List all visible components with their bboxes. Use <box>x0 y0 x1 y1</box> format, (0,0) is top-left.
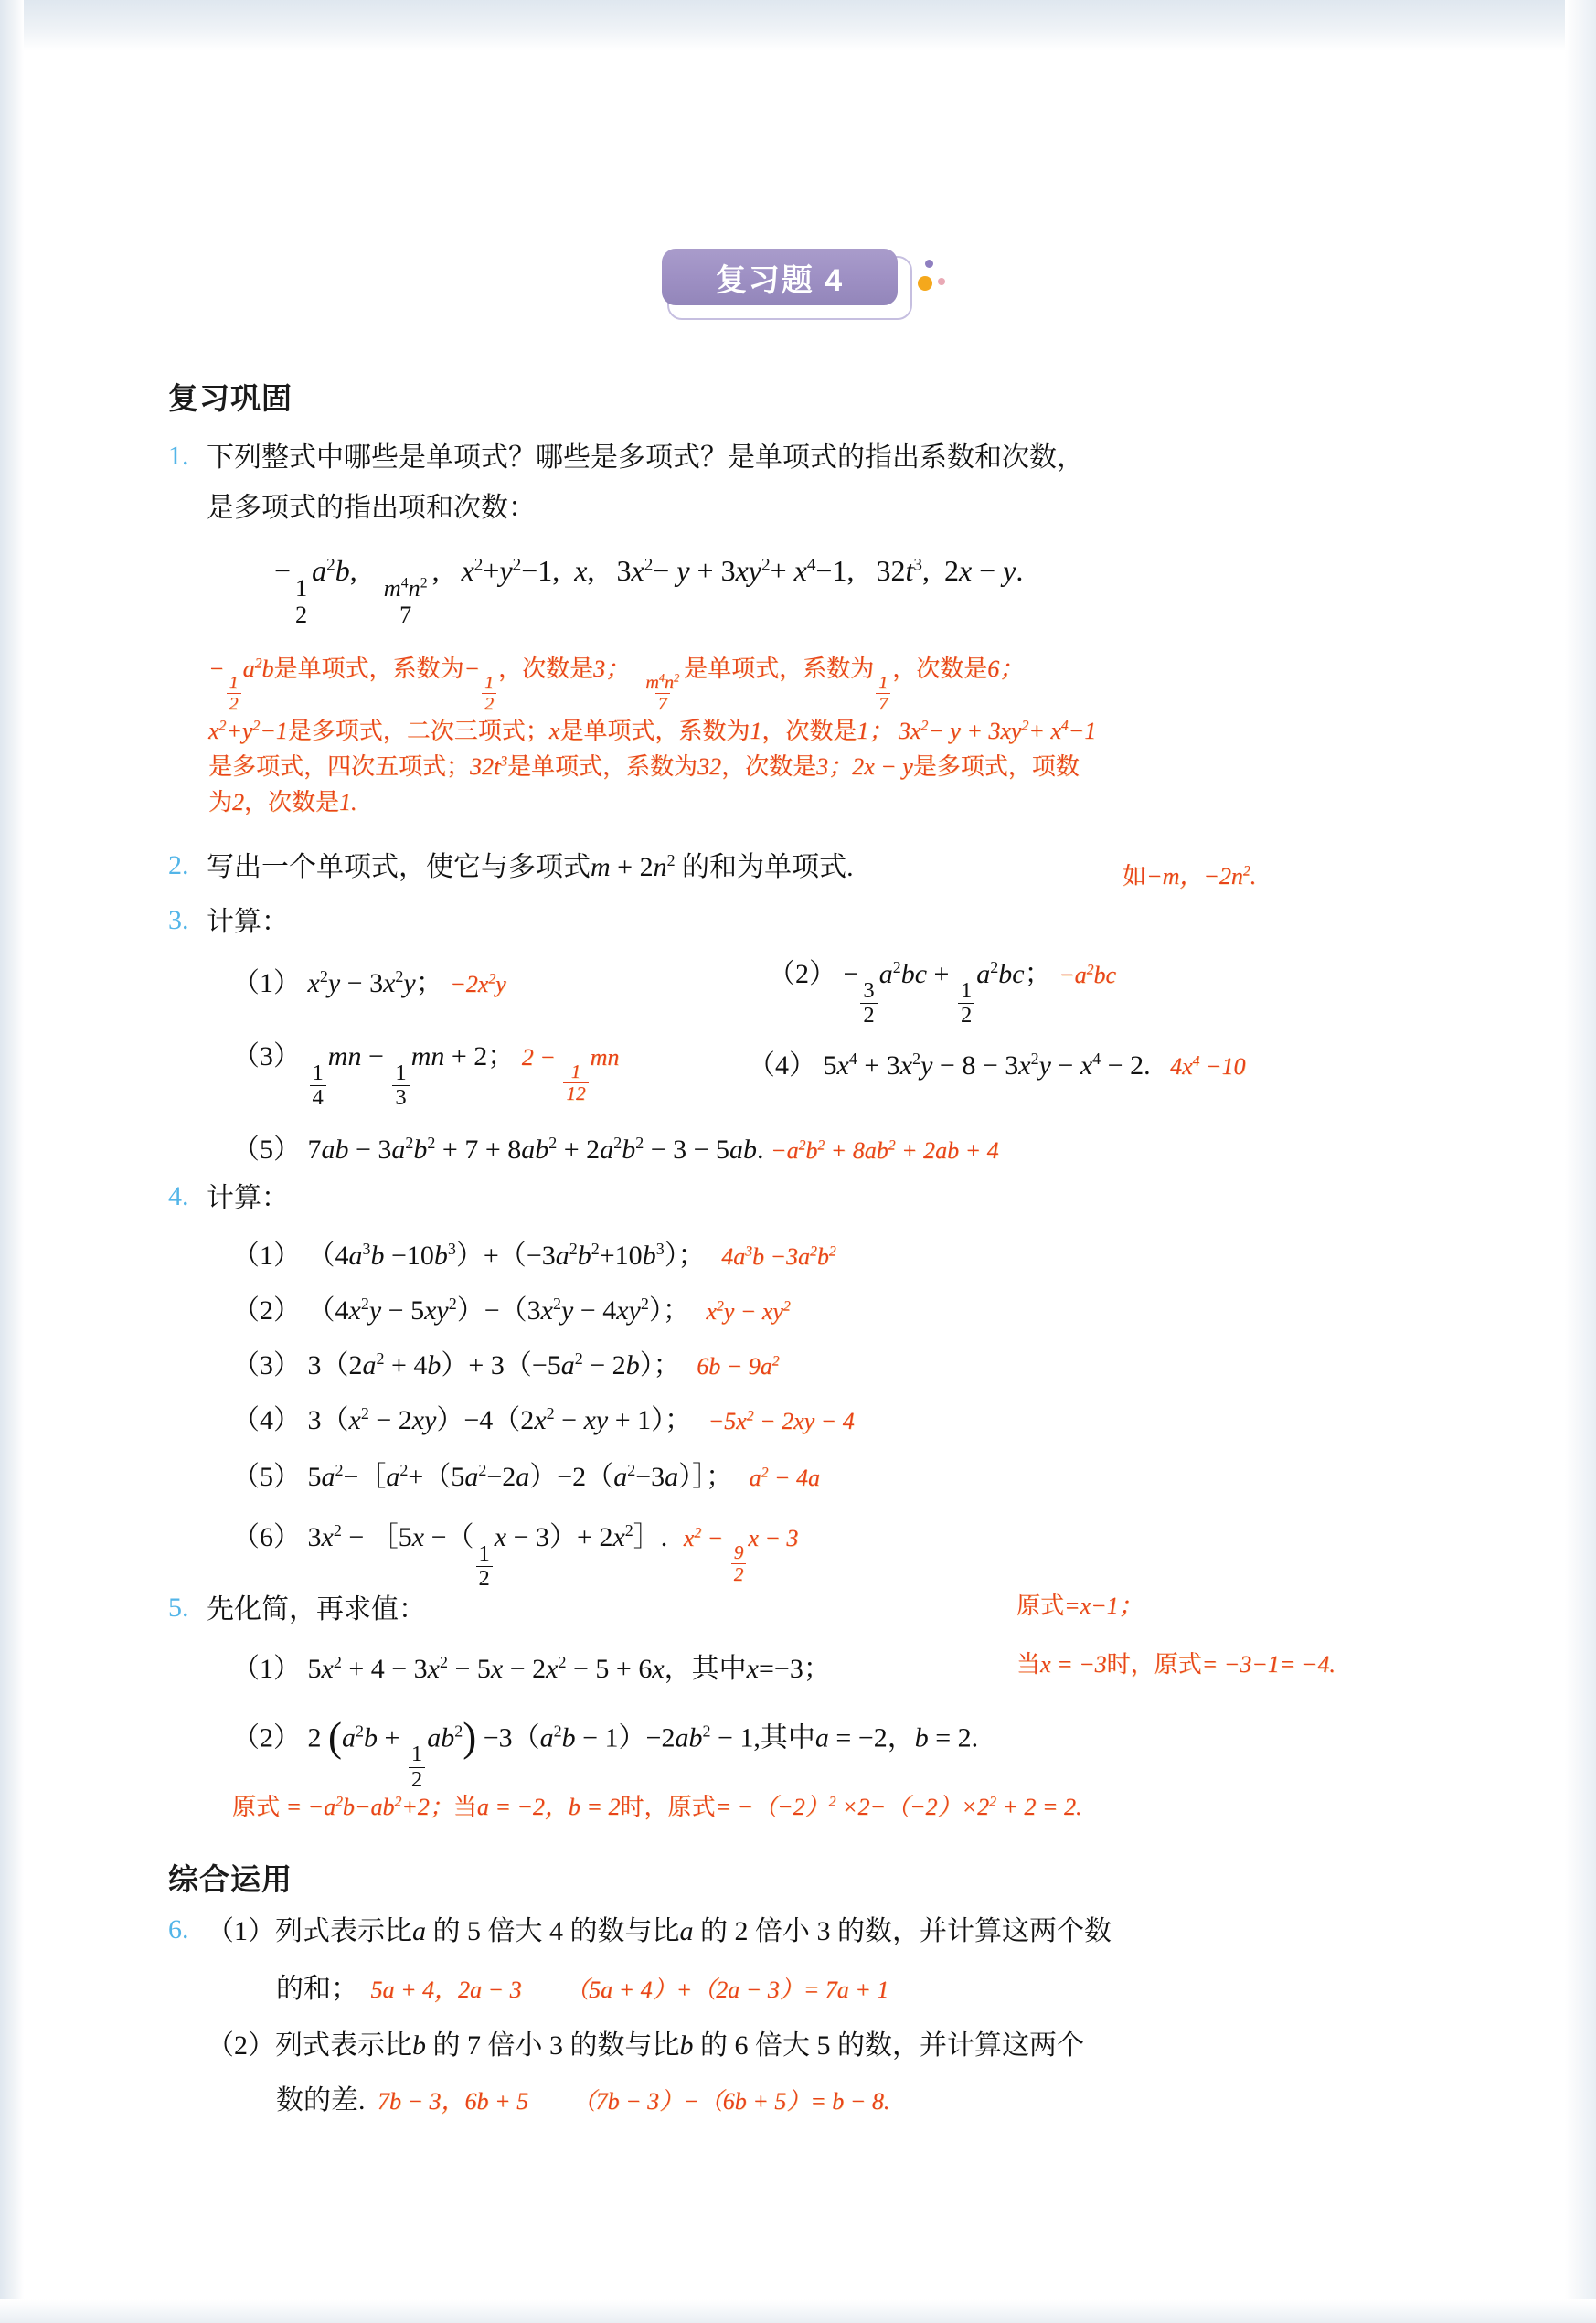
problem-number-4: 4. <box>168 1181 189 1211</box>
problem-4-item-6-label: （6） <box>232 1522 301 1552</box>
problem-3-item-4: （4） $5x^4 + 3x^2y - 8 - 3x^2y - x^4 - 2$. $4x^4 -10$ <box>748 1050 1246 1081</box>
problem-1-answer-line-3: 是多项式，四次五项式；$32t^3$是单项式，系数为32，次数是3；2x − y是多项式，项数 <box>208 752 1080 781</box>
problem-1-answer-line-1: − $\frac{1}{2}$ $a^2b$是单项式，系数为− $\frac{1}{2}$ ，次数是3； $\frac{m^4n^2}{7}$ 是单项式，系数为 $\frac{1}{7}$ ，次数是6； <box>208 655 1024 715</box>
problem-5-item-1: （1） $5x^2 + 4 - 3x^2 - 5x - 2x^2 - 5 + 6x$，其中x=−3； <box>232 1653 831 1684</box>
problem-5-item-1-label: （1） <box>232 1654 301 1684</box>
decorative-dot-pink-icon <box>938 278 945 285</box>
problem-4-item-1-label: （1） <box>232 1241 301 1271</box>
problem-1-answer-line-4: 为2，次数是1. <box>208 788 357 816</box>
problem-4-text: 计算： <box>207 1183 289 1213</box>
problem-3-item-2-answer: $-a^2bc$ <box>1059 962 1116 988</box>
problem-6-item-1-label: （1） <box>207 1916 275 1946</box>
problem-3-item-2: （2） − $\frac{3}{2}$ $a^2bc$ + $\frac{1}{2}$ $a^2bc$； $-a^2bc$ <box>768 958 1116 1028</box>
problem-2-answer: 如−m，$-2n^2$. <box>1123 862 1257 890</box>
decorative-dot-purple-icon <box>925 260 933 268</box>
problem-number-5: 5. <box>168 1593 189 1623</box>
problem-4-item-5-answer: $a^2 - 4a$ <box>749 1465 820 1491</box>
problem-3-item-4-label: （4） <box>748 1050 816 1081</box>
problem-4-item-6-answer: $x^2$ − $\frac{9}{2}$ x − 3 <box>683 1525 799 1585</box>
problem-6-item-1-answer-a: 5a + 4，2a − 3 <box>370 1977 522 2003</box>
scan-edge-right <box>1565 0 1596 2323</box>
problem-4-item-2-label: （2） <box>232 1295 301 1326</box>
problem-4-item-3: （3） $3(2a^2 + 4b)+ 3(-5a^2 - 2b)$； $6b - 9a^2$ <box>232 1349 780 1380</box>
banner-title: 复习题 4 <box>715 262 845 298</box>
problem-1-line-2: 是多项式的指出项和次数： <box>207 493 536 523</box>
problem-5-item-1-answer-line-2: 当x = −3时，原式= −3−1= −4. <box>1016 1650 1335 1678</box>
problem-4-item-4: （4） $3(x^2 - 2xy)-4(2x^2$ − xy + 1）； $-5x^2 - 2xy - 4$ <box>232 1404 855 1435</box>
scan-edge-top <box>0 0 1596 51</box>
problem-3-text: 计算： <box>207 907 289 937</box>
problem-3-item-3-answer: 2 − $\frac{1}{12}$ mn <box>521 1044 620 1104</box>
problem-3-item-4-answer: $4x^4 -10$ <box>1170 1053 1246 1080</box>
problem-3-item-3: （3） $\frac{1}{4}$ mn − $\frac{1}{3}$ mn + 2； 2 − $\frac{1}{12}$ mn <box>232 1041 620 1111</box>
problem-4-item-4-answer: $-5x^2 - 2xy - 4$ <box>708 1408 855 1434</box>
problem-4-item-2-answer: $x^2y - xy^2$ <box>706 1298 791 1325</box>
problem-6-item-2-line-1: （2）列式表示比b 的 7 倍小 3 的数与比b 的 6 倍大 5 的数，并计算这两个 <box>207 2030 1084 2061</box>
problem-1-answer <box>208 651 1397 820</box>
problem-4-item-5-label: （5） <box>232 1462 301 1492</box>
problem-1-answer-line-2: $x^2+y^2-1$是多项式，二次三项式；x是单项式，系数为1，次数是1； $3x^2- y + 3xy^2+ x^4-1$ <box>208 717 1097 745</box>
problem-number-6: 6. <box>168 1914 189 1945</box>
problem-number-2: 2. <box>168 850 189 880</box>
problem-1-line-1: 下列整式中哪些是单项式？哪些是多项式？是单项式的指出系数和次数， <box>207 442 1084 473</box>
problem-4-item-5: （5） $5a^2-[a^2+(5a^2-2a)-2(a^2-3a)]$； $a^2 - 4a$ <box>232 1461 820 1492</box>
problem-5-item-2-label: （2） <box>232 1722 301 1753</box>
problem-4-item-1: （1） $(4a^3b -10b^3)+(-3a^2b^2+10b^3)$； $4a^3b -3a^2b^2$ <box>232 1240 836 1271</box>
banner-plate <box>662 249 898 305</box>
problem-4-item-3-label: （3） <box>232 1350 301 1380</box>
problem-5-item-1-answer-line-1: 原式=x−1； <box>1016 1592 1143 1619</box>
problem-6-item-2-label: （2） <box>207 2030 275 2061</box>
problem-4-item-1-answer: $4a^3b -3a^2b^2$ <box>721 1243 836 1270</box>
problem-2-text: 写出一个单项式，使它与多项式$m + 2n^2$ 的和为单项式. <box>207 851 854 882</box>
problem-4-item-2: （2） $(4x^2y - 5xy^2)-(3x^2y - 4xy^2)$； $x^2y - xy^2$ <box>232 1295 791 1326</box>
problem-5-item-2: （2） 2 ($a^2b$ + $\frac{1}{2}$ $ab^2) -3(a^2b - 1)-2ab^2 - 1$,其中a = −2，b = 2. <box>232 1714 979 1792</box>
problem-6-item-1-answer-b: （5a + 4）+（2a − 3）= 7a + 1 <box>565 1977 889 2003</box>
problem-number-1: 1. <box>168 441 189 471</box>
scan-edge-bottom <box>0 2299 1596 2323</box>
problem-3-item-1-label: （1） <box>232 968 301 998</box>
problem-4-item-6: （6） $3x^2$ − ［5x −（ $\frac{1}{2}$ $x - 3)+ 2x^2]$. $x^2$ − $\frac{9}{2}$ x − 3 <box>232 1521 799 1592</box>
problem-4-item-4-label: （4） <box>232 1405 301 1435</box>
decorative-dot-orange-icon <box>918 276 932 291</box>
problem-3-item-5-label: （5） <box>232 1135 301 1165</box>
problem-3-item-3-label: （3） <box>232 1041 301 1071</box>
problem-3-item-2-label: （2） <box>768 959 836 989</box>
section-heading-synthesis: 综合运用 <box>168 1862 293 1896</box>
problem-4-item-3-answer: $6b - 9a^2$ <box>697 1353 780 1380</box>
problem-6-item-1-line-2: 的和； 5a + 4，2a − 3 （5a + 4）+（2a − 3）= 7a + 1 <box>276 1974 889 2004</box>
chapter-banner <box>662 249 909 316</box>
problem-3-item-5-answer: $-a^2b^2 + 8ab^2 + 2ab + 4$ <box>771 1137 999 1164</box>
scan-edge-left <box>0 0 24 2323</box>
problem-3-item-1: （1） $x^2y - 3x^2y$； $-2x^2y$ <box>232 967 506 998</box>
problem-5-item-2-answer: 原式 = $-a^2b-ab^2+2$；当a = −2，b = 2时，原式= $-(-2)^2 \times 2-(-2)\times 2^2 + 2 = 2$. <box>232 1793 1082 1820</box>
problem-1-expression: − $\frac{1}{2}$ $a^2b$, $\frac{m^4n^2}{7}$ , $x^2+y^2-1$, x, $3x^2- y + 3xy^2+ x^4-1$, $32t^3$, 2x − y. <box>274 554 1024 628</box>
problem-5-text: 先化简，再求值： <box>207 1594 426 1625</box>
problem-3-item-1-answer: $-2x^2y$ <box>450 971 506 997</box>
problem-6-item-1-line-1: （1）列式表示比a 的 5 倍大 4 的数与比a 的 2 倍小 3 的数，并计算这两个数 <box>207 1916 1112 1946</box>
problem-6-item-2-answer-b: （7b − 3）−（6b + 5）= b − 8. <box>571 2088 890 2115</box>
problem-6-item-2-answer-a: 7b − 3，6b + 5 <box>378 2088 529 2115</box>
problem-3-item-5: （5） $7ab - 3a^2b^2 + 7 + 8ab^2 + 2a^2b^2 - 3 - 5ab$. $-a^2b^2 + 8ab^2 + 2ab + 4$ <box>232 1134 999 1165</box>
problem-6-item-2-line-2: 数的差. 7b − 3，6b + 5 （7b − 3）−（6b + 5）= b − 8. <box>276 2085 890 2115</box>
problem-number-3: 3. <box>168 905 189 935</box>
section-heading-review: 复习巩固 <box>168 381 293 415</box>
